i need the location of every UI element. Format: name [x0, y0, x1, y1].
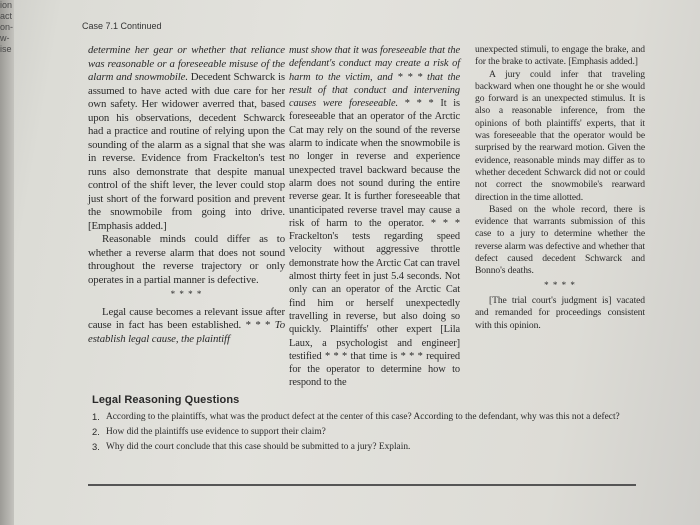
question-item [92, 426, 647, 438]
section-divider [88, 484, 636, 486]
text-column-2 [289, 44, 460, 390]
edge-text-line: on- [0, 22, 14, 32]
question-list [92, 411, 647, 453]
question-text: According to the plaintiffs, what was the product defect at the center of this case? According to the defendant, why was this not a defect? [106, 412, 620, 422]
paragraph: [The trial court's judgment is] vacated and remanded for proceedings consistent with this opinion. [475, 294, 645, 331]
paragraph: unexpected stimuli, to engage the brake, and for the brake to activate. [Emphasis added.] [475, 44, 645, 68]
running-header: Case 7.1 Continued [82, 21, 162, 31]
italic-text: must show that it was foreseeable that the defendant's conduct may create a risk of harm to the victim, and * * * that the result of that conduct and intervening causes were foreseeable. [289, 45, 460, 110]
question-text: Why did the court conclude that this case should be submitted to a jury? Explain. [106, 442, 411, 452]
text-column-1 [88, 44, 285, 346]
italic-text: To establish legal cause, the plaintiff [88, 319, 285, 345]
text-column-3 [475, 44, 645, 332]
section-break: * * * * [544, 279, 576, 290]
body-text: * * * It is foreseeable that an operator of the Arctic Cat may rely on the sound of the reverse alarm to indicate when the snowmobile is no longer in reverse and experience unexpected travel backward because the alarm does not sound during the entire reverse gear. It is further foreseeable that unanticipated reverse travel may cause a risk of harm to the operator. * * * Frackelton's tests regarding speed velocity without aggressive throttle demonstrate how the Arctic Cat can travel almost thirty feet in just 5.4 seconds. Not only can an operator of the Arctic Cat find him or herself unexpectedly travelling in reverse, but also doing so quickly. Plaintiffs' other expert [Lila Laux, a psychologist and engineer] testified * * * that time is * * * required for the operator to determine how to respond to the [289, 98, 460, 389]
question-number: 2. [92, 426, 100, 437]
book-spine-shadow [0, 0, 14, 525]
section-break: * * * * [170, 289, 203, 299]
section-heading: Legal Reasoning Questions [92, 394, 240, 406]
paragraph [88, 44, 285, 233]
body-text: Decedent Schwarck is assumed to have acted with due care for her own safety. Her widower averred that, based upon his observations, decedent Schwarck had a practice and routine of relying upon the sounding of the alarm as a signal that she was in reverse. Evidence from Frackelton's test runs also demonstrate that despite manual control of the shift lever, the lever could stop just short of the forward position and prevent the snowmobile from going into drive. [Emphasis added.] [88, 71, 285, 232]
facing-page-edge-text [0, 0, 18, 55]
edge-text-line: act [0, 11, 13, 21]
question-item [92, 441, 647, 453]
paragraph: Based on the whole record, there is evidence that warrants submission of this case to a jury to determine whether the reverse alarm was defective and whether that defect caused decedent Schwarck and Bonno's deaths. [475, 203, 645, 277]
body-text: Legal cause becomes a relevant issue after cause in fact has been established. * * * [88, 305, 285, 331]
edge-text-line: ion [0, 0, 13, 10]
italic-text: determine her gear or whether that reliance was reasonable or a foreseeable misuse of the alarm and snowmobile. [88, 44, 285, 83]
paragraph: A jury could infer that traveling backward when one thought he or she would go forward is an unexpected stimulus. It is also a reasonable inference, from the opinions of both plaintiffs' experts, that it was foreseeable that the operator would be surprised by the rearward motion. Given the evidence, reasonable minds may differ as to whether decedent Schwarck did not or could not correct the snowmobile's rearward direction in the time allotted. [475, 68, 645, 203]
question-number: 3. [92, 441, 100, 452]
paragraph [88, 306, 285, 347]
legal-reasoning-questions [92, 394, 647, 456]
paragraph [289, 44, 460, 390]
question-item [92, 411, 647, 423]
paragraph: Reasonable minds could differ as to whether a reverse alarm that does not sound throughout the reverse trajectory or only operates in a partial manner is defective. [88, 233, 285, 286]
edge-text-line: w- [0, 33, 10, 43]
edge-text-line: ise [0, 44, 12, 54]
question-text: How did the plaintiffs use evidence to support their claim? [106, 427, 326, 437]
question-number: 1. [92, 411, 100, 422]
